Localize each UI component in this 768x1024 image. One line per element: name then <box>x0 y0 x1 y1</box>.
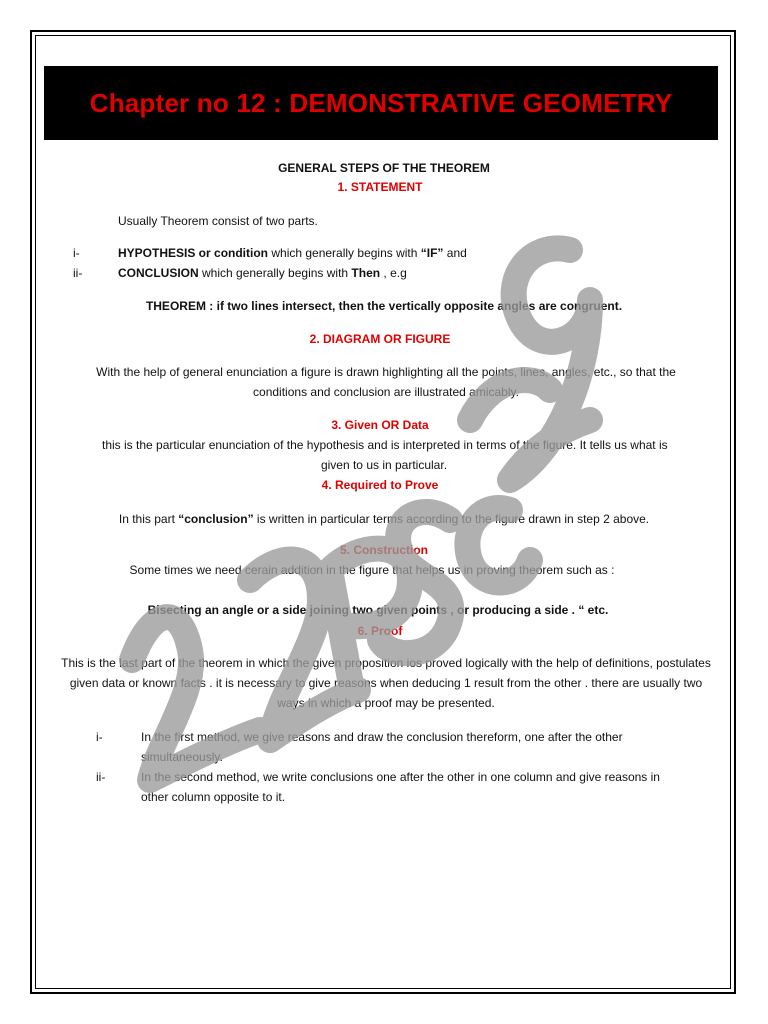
step-1-heading: 1. STATEMENT <box>337 180 423 194</box>
conclusion-label: CONCLUSION <box>118 266 199 280</box>
intro-text: Usually Theorem consist of two parts. <box>118 214 318 228</box>
hypothesis-text <box>118 245 467 261</box>
hypothesis-if: “IF” <box>420 246 444 260</box>
step-4-quote: “conclusion” <box>178 512 254 526</box>
title-banner <box>44 66 718 140</box>
method-1-line1: In the first method, we give reasons and draw the conclusion thereform, one after the other <box>141 730 623 744</box>
method-2-line2: other column opposite to it. <box>141 790 286 804</box>
list-item-hypothesis <box>73 245 80 261</box>
step-4-text <box>44 511 724 527</box>
step-5-text: Some times we need cerain addition in the figure that helps us in proving theorem such as : <box>129 563 615 577</box>
list-marker: i- <box>73 246 80 260</box>
method-1-line2: simultaneously. <box>141 750 223 764</box>
step-2-heading: 2. DIAGRAM OR FIGURE <box>309 332 451 346</box>
method-2-line1: In the second method, we write conclusions one after the other in one column and give reasons in <box>141 770 660 784</box>
hypothesis-tail: and <box>443 246 467 260</box>
step-4-pre: In this part <box>118 512 179 526</box>
hypothesis-desc: which generally begins with <box>268 246 421 260</box>
method-2-marker: ii- <box>96 770 106 784</box>
method-1-marker: i- <box>96 730 103 744</box>
step-3-text-line1: this is the particular enunciation of the hypothesis and is interpreted in terms of the figure. It tells us what is <box>102 438 668 452</box>
step-6-heading: 6. Proof <box>357 624 403 638</box>
step-3-text-line2: given to us in particular. <box>320 458 448 472</box>
step-4-post: is written in particular terms according to the figure drawn in step 2 above. <box>253 512 650 526</box>
step-2-text: With the help of general enunciation a figure is drawn highlighting all the points, lines, angles, etc., so that the conditions and conclusion are illustrated amicably. <box>96 365 676 399</box>
hypothesis-label: HYPOTHESIS or condition <box>118 246 269 260</box>
section-heading: GENERAL STEPS OF THE THEOREM <box>278 161 490 175</box>
conclusion-desc: which generally begins with <box>198 266 352 280</box>
theorem-label: THEOREM : <box>145 299 214 313</box>
step-5-example: Bisecting an angle or a side joining two given points , or producing a side . “ etc. <box>147 603 609 617</box>
theorem-text: if two lines intersect, then the vertically opposite angles are congruent. <box>213 299 623 313</box>
conclusion-tail: , e.g <box>380 266 407 280</box>
step-5-heading: 5. Construction <box>339 543 428 557</box>
step-3-heading: 3. Given OR Data <box>331 418 429 432</box>
step-6-text: This is the last part of the theorem in which the given proposition ios proved logically with the help of definitions, postulates given data or known facts . it is necessary to give reasons when deducing 1 result from the other . there are usually two ways in which a proof may be presented. <box>61 656 711 710</box>
list-marker: ii- <box>73 266 83 280</box>
conclusion-then: Then <box>351 266 381 280</box>
step-4-heading: 4. Required to Prove <box>321 478 439 492</box>
page-title: Chapter no 12 : DEMONSTRATIVE GEOMETRY <box>89 87 673 118</box>
conclusion-text <box>118 265 407 281</box>
list-item-conclusion <box>73 265 82 281</box>
theorem-example <box>44 298 724 314</box>
